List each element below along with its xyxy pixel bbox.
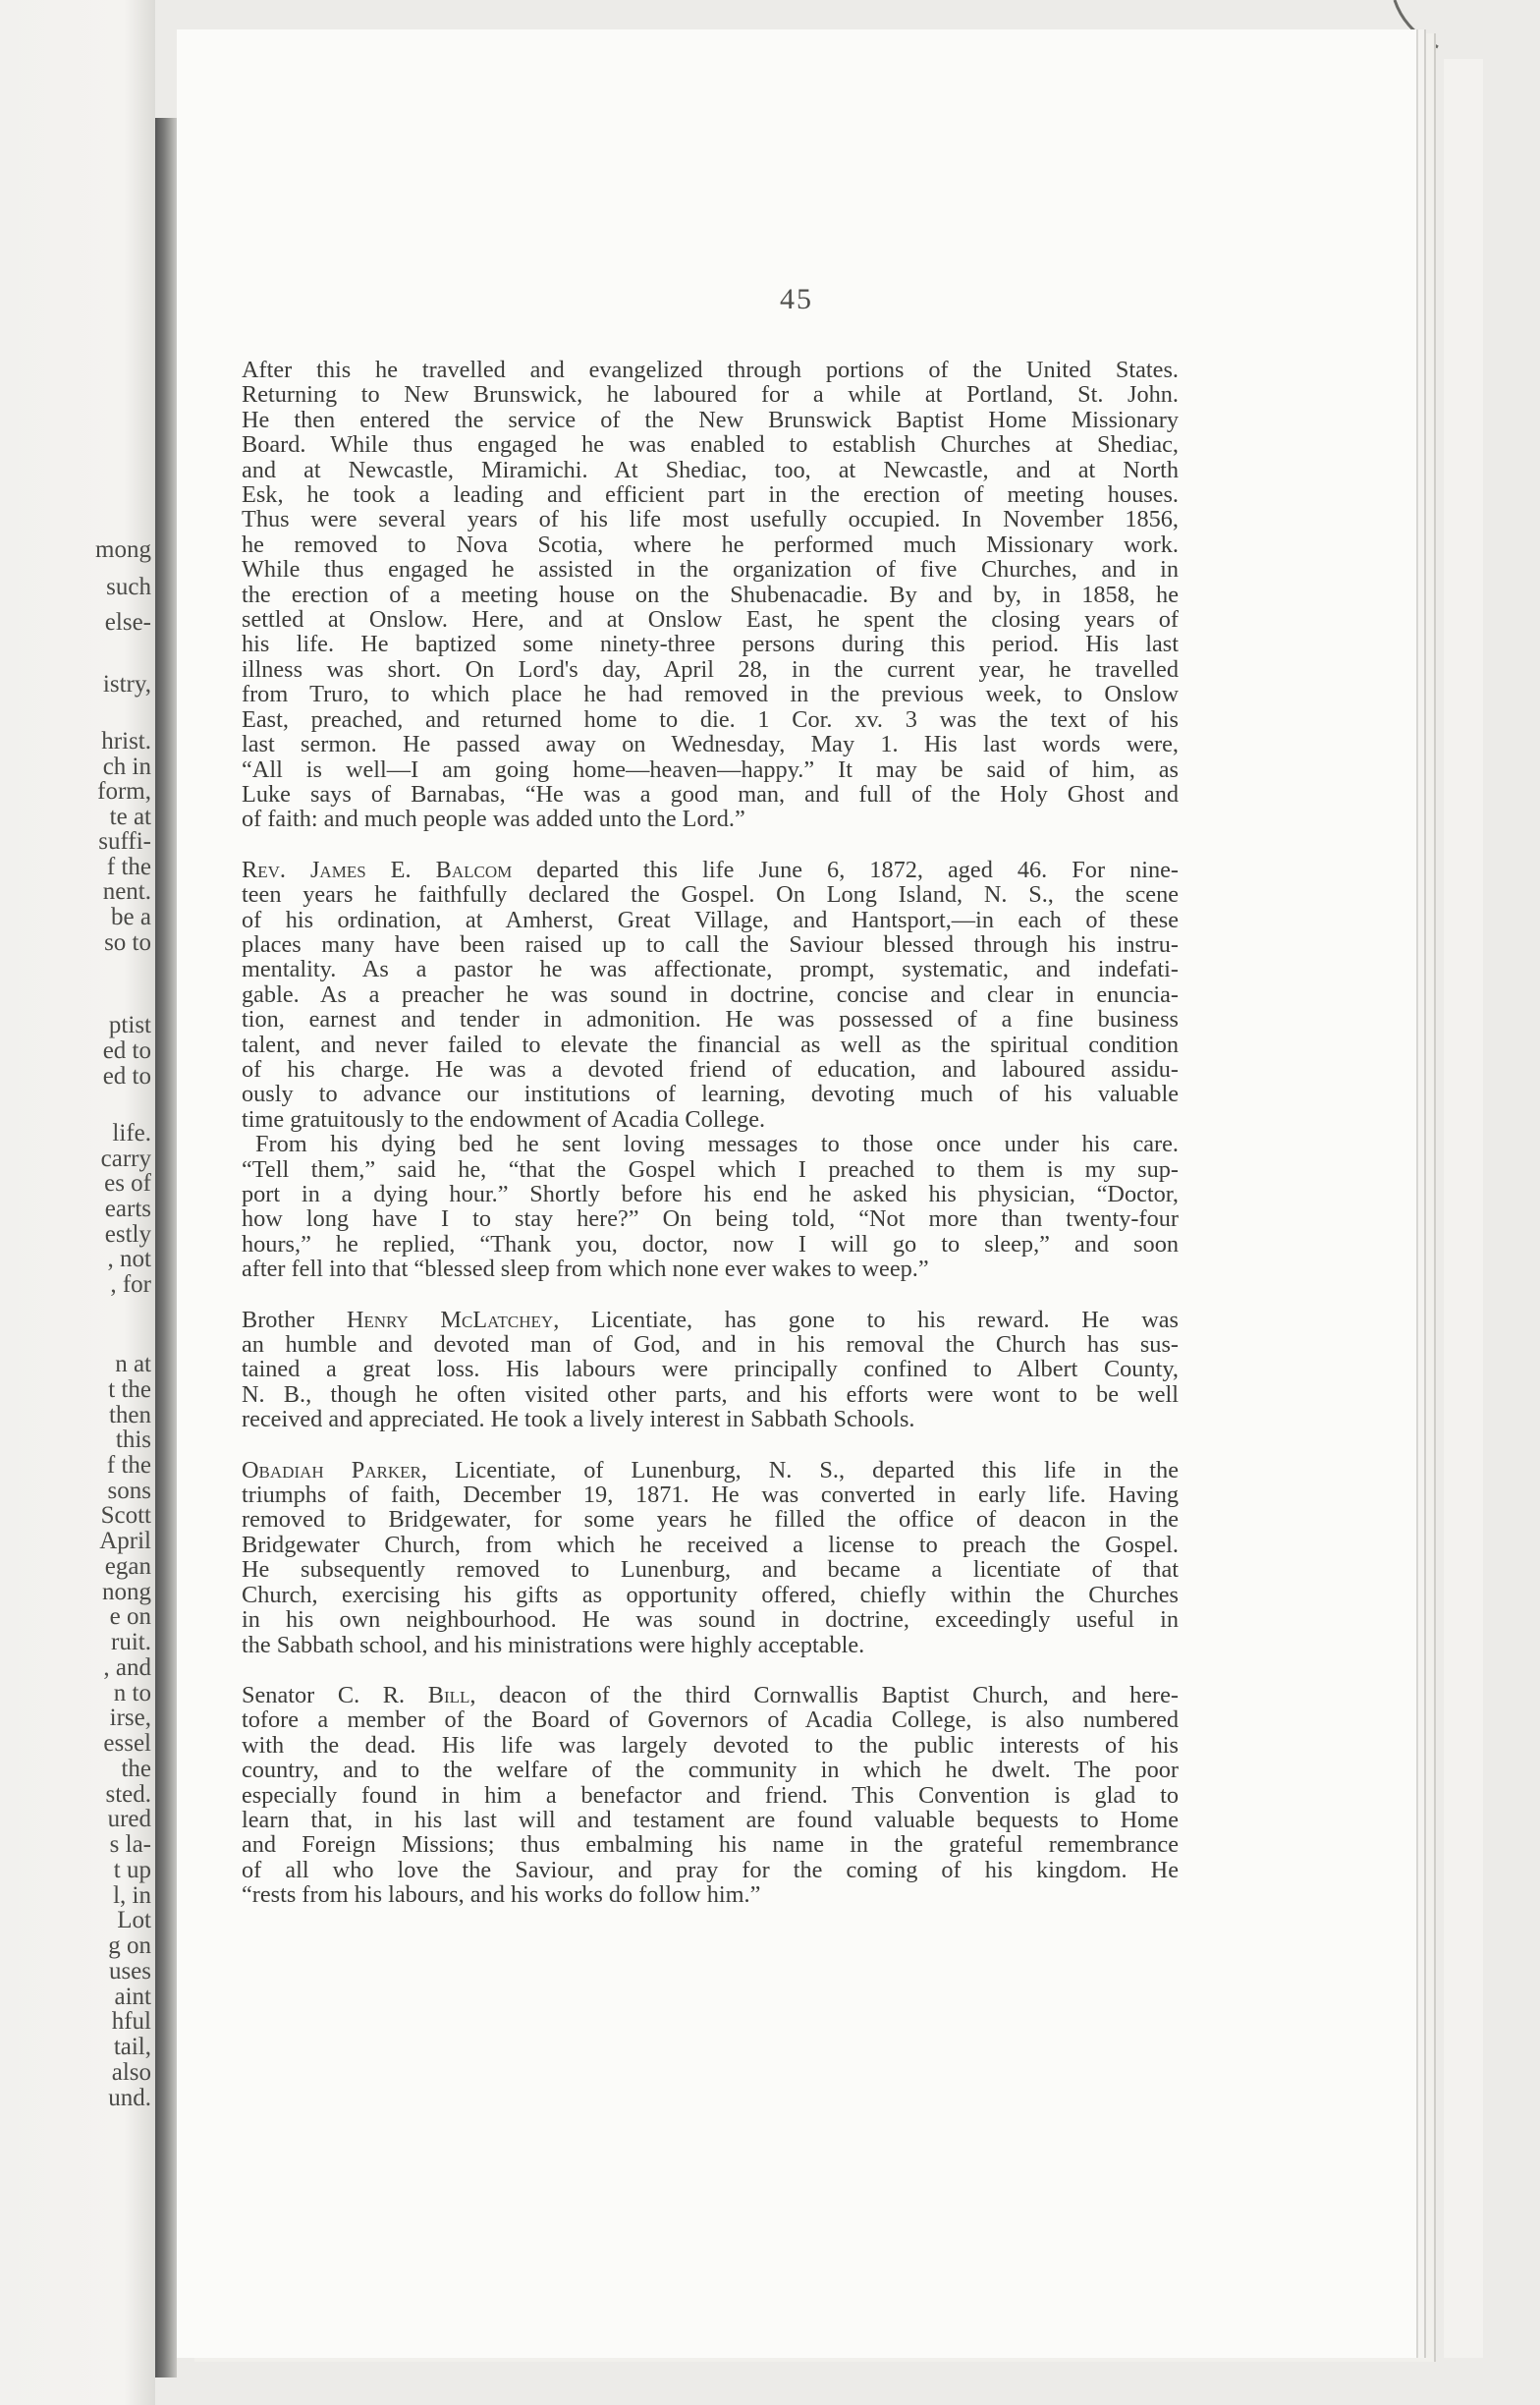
facing-page-fragment: life. — [112, 1120, 151, 1147]
page-number: 45 — [780, 283, 813, 315]
text-line: triumphs of faith, December 19, 1871. He was converted in early life. Having — [242, 1482, 1179, 1509]
line-text: , Licentiate, has gone to his reward. He was — [553, 1306, 1179, 1333]
facing-page-fragment: irse, — [109, 1705, 151, 1731]
facing-page-fragment: such — [106, 574, 151, 600]
paragraph-gap — [242, 832, 1179, 858]
facing-page-fragment: Lot — [117, 1907, 151, 1933]
text-line: gable. As a preacher he was sound in doctrine, concise and clear in enuncia- — [242, 980, 1179, 1008]
para-bill — [242, 1683, 1179, 1908]
para-travels — [242, 358, 1179, 832]
facing-page-fragment: t up — [113, 1857, 151, 1883]
body-text — [242, 358, 1179, 1908]
facing-page-fragment: be a — [111, 904, 151, 930]
facing-page-fragment: s la- — [109, 1831, 151, 1858]
text-line: removed to Bridgewater, for some years he filled the office of deacon in the — [242, 1506, 1179, 1534]
facing-page-fragment: n at — [115, 1351, 151, 1377]
person-name: C. R. Bill — [337, 1681, 470, 1708]
text-line: received and appreciated. He took a lively interest in Sabbath Schools. — [242, 1406, 915, 1433]
text-line: time gratuitously to the endowment of Acadia College. — [242, 1105, 766, 1133]
person-name: Rev. James E. Balcom — [242, 856, 513, 883]
facing-page-fragment: mong — [95, 536, 151, 563]
person-name: Obadiah Parker — [242, 1456, 421, 1483]
person-name: Henry McLatchey — [346, 1306, 554, 1333]
text-line: from Truro, to which place he had removed in the previous week, to Onslow — [242, 681, 1179, 708]
para-parker — [242, 1458, 1179, 1657]
facing-page-fragment: t the — [108, 1376, 151, 1403]
facing-page-fragment: te at — [109, 804, 151, 830]
line-text: , deacon of the third Cornwallis Baptist Church, and here- — [469, 1681, 1179, 1708]
text-line: of all who love the Saviour, and pray for the coming of his kingdom. He — [242, 1856, 1179, 1883]
facing-page-fragment: ch in — [102, 754, 151, 780]
text-line: “rests from his labours, and his works do follow him.” — [242, 1881, 761, 1909]
facing-page-fragment: ed to — [102, 1037, 151, 1064]
text-line: “Tell them,” said he, “that the Gospel which I preached to them is my sup- — [242, 1155, 1179, 1183]
page-edges — [1444, 59, 1483, 2358]
text-line: how long have I to stay here?” On being told, “Not more than twenty-four — [242, 1205, 1179, 1233]
text-line: places many have been raised up to call the Saviour blessed through his instru- — [242, 930, 1179, 958]
line-text: departed this life June 6, 1872, aged 46. For nine- — [512, 856, 1179, 883]
document-page — [177, 29, 1416, 2358]
facing-page-fragment: l, in — [113, 1882, 151, 1909]
facing-page-fragment: f the — [106, 1452, 151, 1479]
text-line: he removed to Nova Scotia, where he performed much Missionary work. — [242, 531, 1179, 558]
facing-page-fragment: sted. — [105, 1781, 151, 1808]
facing-page-fragment: nent. — [102, 878, 151, 905]
text-line: After this he travelled and evangelized through portions of the United States. — [242, 357, 1179, 383]
facing-page-fragment: hrist. — [101, 728, 151, 755]
paragraph-gap — [242, 1282, 1179, 1308]
para-dying-bed — [242, 1132, 1179, 1281]
facing-page-fragment: then — [108, 1402, 151, 1428]
facing-page-fragment: nong — [102, 1579, 151, 1605]
text-line: of his ordination, at Amherst, Great Village, and Hantsport,—in each of these — [242, 906, 1179, 933]
text-line: and at Newcastle, Miramichi. At Shediac, too, at Newcastle, and at North — [242, 456, 1179, 483]
text-line: with the dead. His life was largely devoted to the public interests of his — [242, 1731, 1179, 1759]
text-line: the Sabbath school, and his ministrations were highly acceptable. — [242, 1631, 865, 1658]
facing-page-fragment: the — [121, 1756, 151, 1782]
facing-page-fragment: tail, — [113, 2034, 151, 2060]
text-line: learn that, in his last will and testament are found valuable bequests to Home — [242, 1806, 1179, 1833]
text-line: “All is well—I am going home—heaven—happy.” It may be said of him, as — [242, 755, 1179, 783]
text-line: Thus were several years of his life most usefully occupied. In November 1856, — [242, 506, 1179, 533]
para-balcom — [242, 858, 1179, 1132]
facing-page-fragment: es of — [104, 1170, 151, 1197]
facing-page-fragment: suffi- — [98, 828, 151, 855]
text-line: settled at Onslow. Here, and at Onslow East, he spent the closing years of — [242, 606, 1179, 634]
line-text: , Licentiate, of Lunenburg, N. S., departed this life in the — [420, 1456, 1179, 1483]
text-line: ously to advance our institutions of learning, devoting much of his valuable — [242, 1081, 1179, 1108]
facing-page-fragment: April — [99, 1528, 151, 1554]
facing-page-fragment: , for — [110, 1271, 151, 1298]
text-line: He then entered the service of the New Brunswick Baptist Home Missionary — [242, 406, 1179, 433]
facing-page-fragment: ed to — [102, 1063, 151, 1090]
text-line: From his dying bed he sent loving messages to those once under his care. — [255, 1131, 1179, 1158]
facing-page-fragment: istry, — [102, 671, 151, 698]
text-line: teen years he faithfully declared the Gospel. On Long Island, N. S., the scene — [242, 881, 1179, 909]
facing-page-fragment: essel — [103, 1730, 151, 1757]
text-line: after fell into that “blessed sleep from which none ever wakes to weep.” — [242, 1256, 929, 1283]
facing-page-fragment: ured — [107, 1806, 151, 1832]
text-line: talent, and never failed to elevate the financial as well as the spiritual condition — [242, 1031, 1179, 1058]
facing-page-fragment: ptist — [108, 1012, 151, 1038]
paragraph-gap — [242, 1657, 1179, 1683]
facing-page-fragment: sons — [107, 1478, 151, 1504]
text-line: He subsequently removed to Lunenburg, and became a licentiate of that — [242, 1556, 1179, 1584]
paragraph-gap — [242, 1432, 1179, 1458]
text-line: and Foreign Missions; thus embalming his name in the grateful remembrance — [242, 1831, 1179, 1859]
facing-page-edge — [0, 0, 155, 2405]
facing-page-fragment: aint — [114, 1984, 151, 2010]
text-line: Returning to New Brunswick, he laboured for a while at Portland, St. John. — [242, 381, 1179, 409]
text-line: illness was short. On Lord's day, April 28, in the current year, he travelled — [242, 655, 1179, 683]
book-gutter — [155, 118, 177, 2377]
facing-page-fragment: g on — [108, 1932, 151, 1959]
text-line: of his charge. He was a devoted friend of education, and laboured assidu- — [242, 1055, 1179, 1083]
text-line: country, and to the welfare of the community in which he dwelt. The poor — [242, 1757, 1179, 1784]
facing-page-fragment: so to — [104, 929, 151, 956]
facing-page-fragment: egan — [104, 1553, 151, 1580]
text-line: the erection of a meeting house on the Shubenacadie. By and by, in 1858, he — [242, 581, 1179, 608]
text-line: especially found in him a benefactor and friend. This Convention is glad to — [242, 1781, 1179, 1809]
text-line: East, preached, and returned home to die. 1 Cor. xv. 3 was the text of his — [242, 705, 1179, 733]
text-line: hours,” he replied, “Thank you, doctor, now I will go to sleep,” and soon — [242, 1230, 1179, 1258]
text-line: mentality. As a pastor he was affectionate, prompt, systematic, and indefati- — [242, 956, 1179, 983]
facing-page-fragment: Scott — [100, 1502, 151, 1529]
text-line — [242, 858, 1179, 882]
facing-page-fragment: , and — [103, 1654, 151, 1681]
text-line: Luke says of Barnabas, “He was a good man, and full of the Holy Ghost and — [242, 780, 1179, 808]
text-line: Board. While thus engaged he was enabled to establish Churches at Shediac, — [242, 431, 1179, 459]
para-mclatchey — [242, 1308, 1179, 1432]
facing-page-fragment: earts — [104, 1196, 151, 1222]
text-line: Bridgewater Church, from which he received a license to preach the Gospel. — [242, 1531, 1179, 1558]
text-line: last sermon. He passed away on Wednesday, May 1. His last words were, — [242, 731, 1179, 758]
facing-page-fragment: form, — [97, 778, 151, 805]
text-line: an humble and devoted man of God, and in his removal the Church has sus- — [242, 1331, 1179, 1359]
name-lead: Brother — [242, 1306, 347, 1333]
name-lead: Senator — [242, 1681, 338, 1708]
text-line: Church, exercising his gifts as opportunity offered, chiefly within the Churches — [242, 1581, 1179, 1608]
facing-page-fragment: carry — [100, 1146, 151, 1172]
text-line — [242, 1308, 1179, 1332]
facing-page-fragment: ruit. — [111, 1629, 151, 1655]
text-line: Esk, he took a leading and efficient part in the erection of meeting houses. — [242, 481, 1179, 509]
facing-page-fragment: this — [115, 1426, 151, 1453]
facing-page-fragment: e on — [109, 1603, 151, 1630]
facing-page-fragment: uses — [108, 1958, 151, 1985]
text-line: tained a great loss. His labours were principally confined to Albert County, — [242, 1356, 1179, 1383]
facing-page-fragment: hful — [111, 2008, 151, 2035]
text-line: N. B., though he often visited other parts, and his efforts were wont to be well — [242, 1380, 1179, 1408]
facing-page-fragment: also — [111, 2059, 151, 2086]
text-line — [242, 1458, 1179, 1482]
facing-page-fragment: estly — [104, 1221, 151, 1248]
facing-page-fragment: und. — [108, 2085, 151, 2111]
text-line: tion, earnest and tender in admonition. He was possessed of a fine business — [242, 1006, 1179, 1034]
facing-page-fragment: n to — [113, 1680, 151, 1706]
text-line — [242, 1683, 1179, 1707]
text-line: of faith: and much people was added unto the Lord.” — [242, 806, 745, 833]
text-line: tofore a member of the Board of Governors of Acadia College, is also numbered — [242, 1706, 1179, 1734]
text-line: his life. He baptized some ninety-three persons during this period. His last — [242, 631, 1179, 658]
text-line: in his own neighbourhood. He was sound in doctrine, exceedingly useful in — [242, 1606, 1179, 1634]
text-line: port in a dying hour.” Shortly before his end he asked his physician, “Doctor, — [242, 1181, 1179, 1207]
text-line: While thus engaged he assisted in the organization of five Churches, and in — [242, 556, 1179, 584]
facing-page-fragment: f the — [106, 854, 151, 880]
facing-page-fragment: else- — [104, 609, 151, 636]
facing-page-fragment: , not — [107, 1246, 151, 1272]
